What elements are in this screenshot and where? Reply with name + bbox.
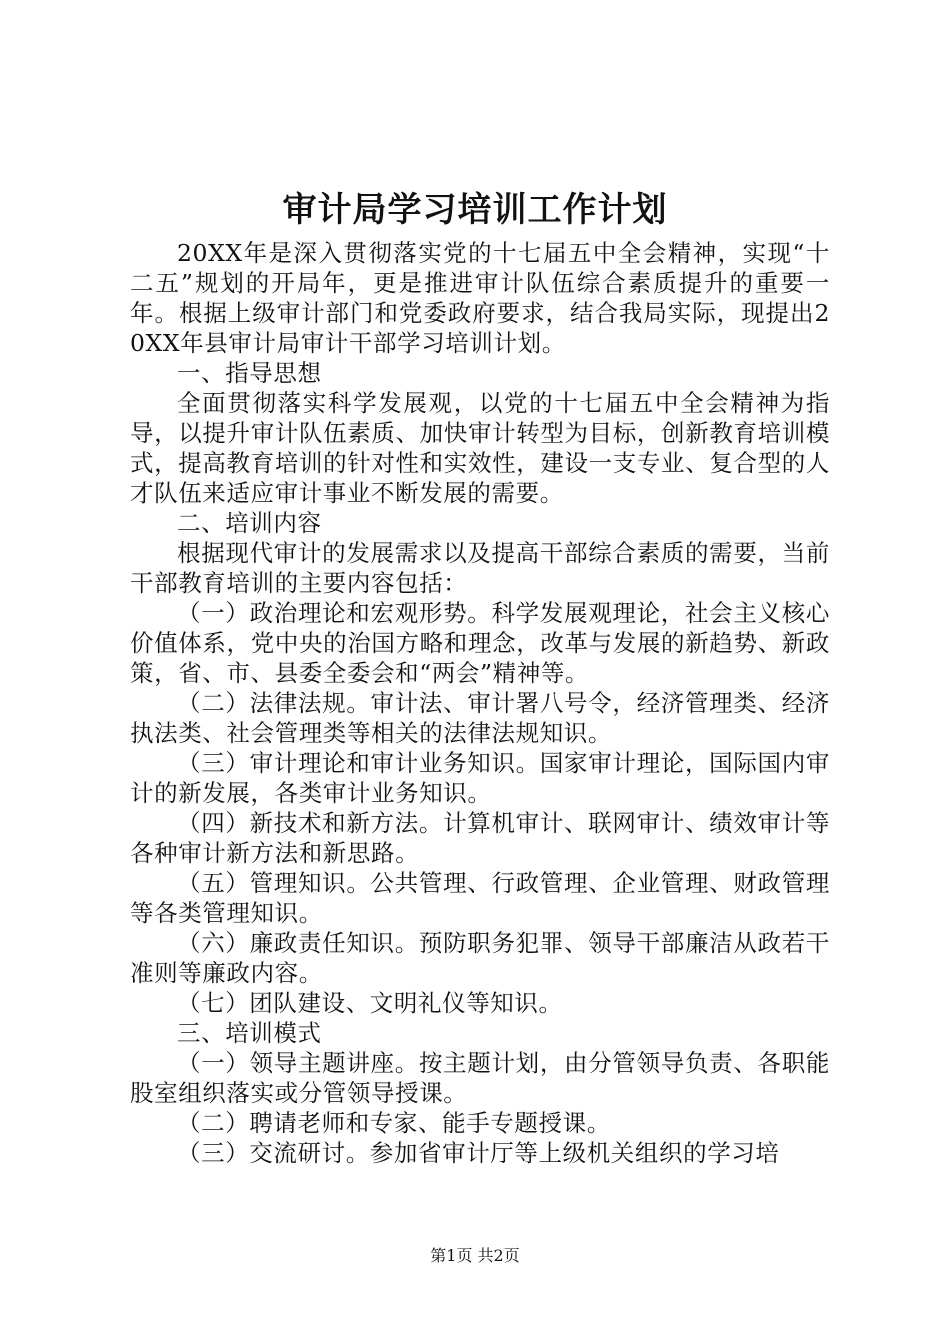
paragraph-training-content-intro: 根据现代审计的发展需求以及提高干部综合素质的需要，当前干部教育培训的主要内容包括：	[130, 539, 830, 597]
section-heading-training-content: 二、培训内容	[177, 509, 322, 537]
list-item-mode-3: （三）交流研讨。参加省审计厅等上级机关组织的学习培	[177, 1139, 780, 1167]
paragraph-intro: 20XX年是深入贯彻落实党的十七届五中全会精神，实现“十二五”规划的开局年，更是推进审计队伍综合素质提升的重要一年。根据上级审计部门和党委政府要求，结合我局实际，现提出20XX年县审计局审计干部学习培训计划。	[130, 239, 830, 357]
section-heading-guiding-ideology: 一、指导思想	[177, 359, 322, 387]
list-item-content-1: （一）政治理论和宏观形势。科学发展观理论，社会主义核心价值体系，党中央的治国方略和理念，改革与发展的新趋势、新政策，省、市、县委全委会和“两会”精神等。	[130, 599, 830, 687]
list-item-content-3: （三）审计理论和审计业务知识。国家审计理论，国际国内审计的新发展，各类审计业务知识。	[130, 749, 830, 807]
list-item-content-2: （二）法律法规。审计法、审计署八号令，经济管理类、经济执法类、社会管理类等相关的法律法规知识。	[130, 689, 830, 747]
list-item-mode-1: （一）领导主题讲座。按主题计划，由分管领导负责、各职能股室组织落实或分管领导授课。	[130, 1049, 830, 1107]
document-body	[130, 238, 830, 1168]
section-heading-training-mode: 三、培训模式	[177, 1019, 322, 1047]
list-item-content-4: （四）新技术和新方法。计算机审计、联网审计、绩效审计等各种审计新方法和新思路。	[130, 809, 830, 867]
list-item-content-6: （六）廉政责任知识。预防职务犯罪、领导干部廉洁从政若干准则等廉政内容。	[130, 929, 830, 987]
paragraph-guiding-ideology: 全面贯彻落实科学发展观，以党的十七届五中全会精神为指导，以提升审计队伍素质、加快审计转型为目标，创新教育培训模式，提高教育培训的针对性和实效性，建设一支专业、复合型的人才队伍来适应审计事业不断发展的需要。	[130, 389, 830, 507]
list-item-content-5: （五）管理知识。公共管理、行政管理、企业管理、财政管理等各类管理知识。	[130, 869, 830, 927]
page-title: 审计局学习培训工作计划	[282, 190, 668, 230]
page-number-footer: 第1页 共2页	[430, 1246, 520, 1265]
list-item-content-7: （七）团队建设、文明礼仪等知识。	[177, 989, 563, 1017]
list-item-mode-2: （二）聘请老师和专家、能手专题授课。	[177, 1109, 611, 1137]
